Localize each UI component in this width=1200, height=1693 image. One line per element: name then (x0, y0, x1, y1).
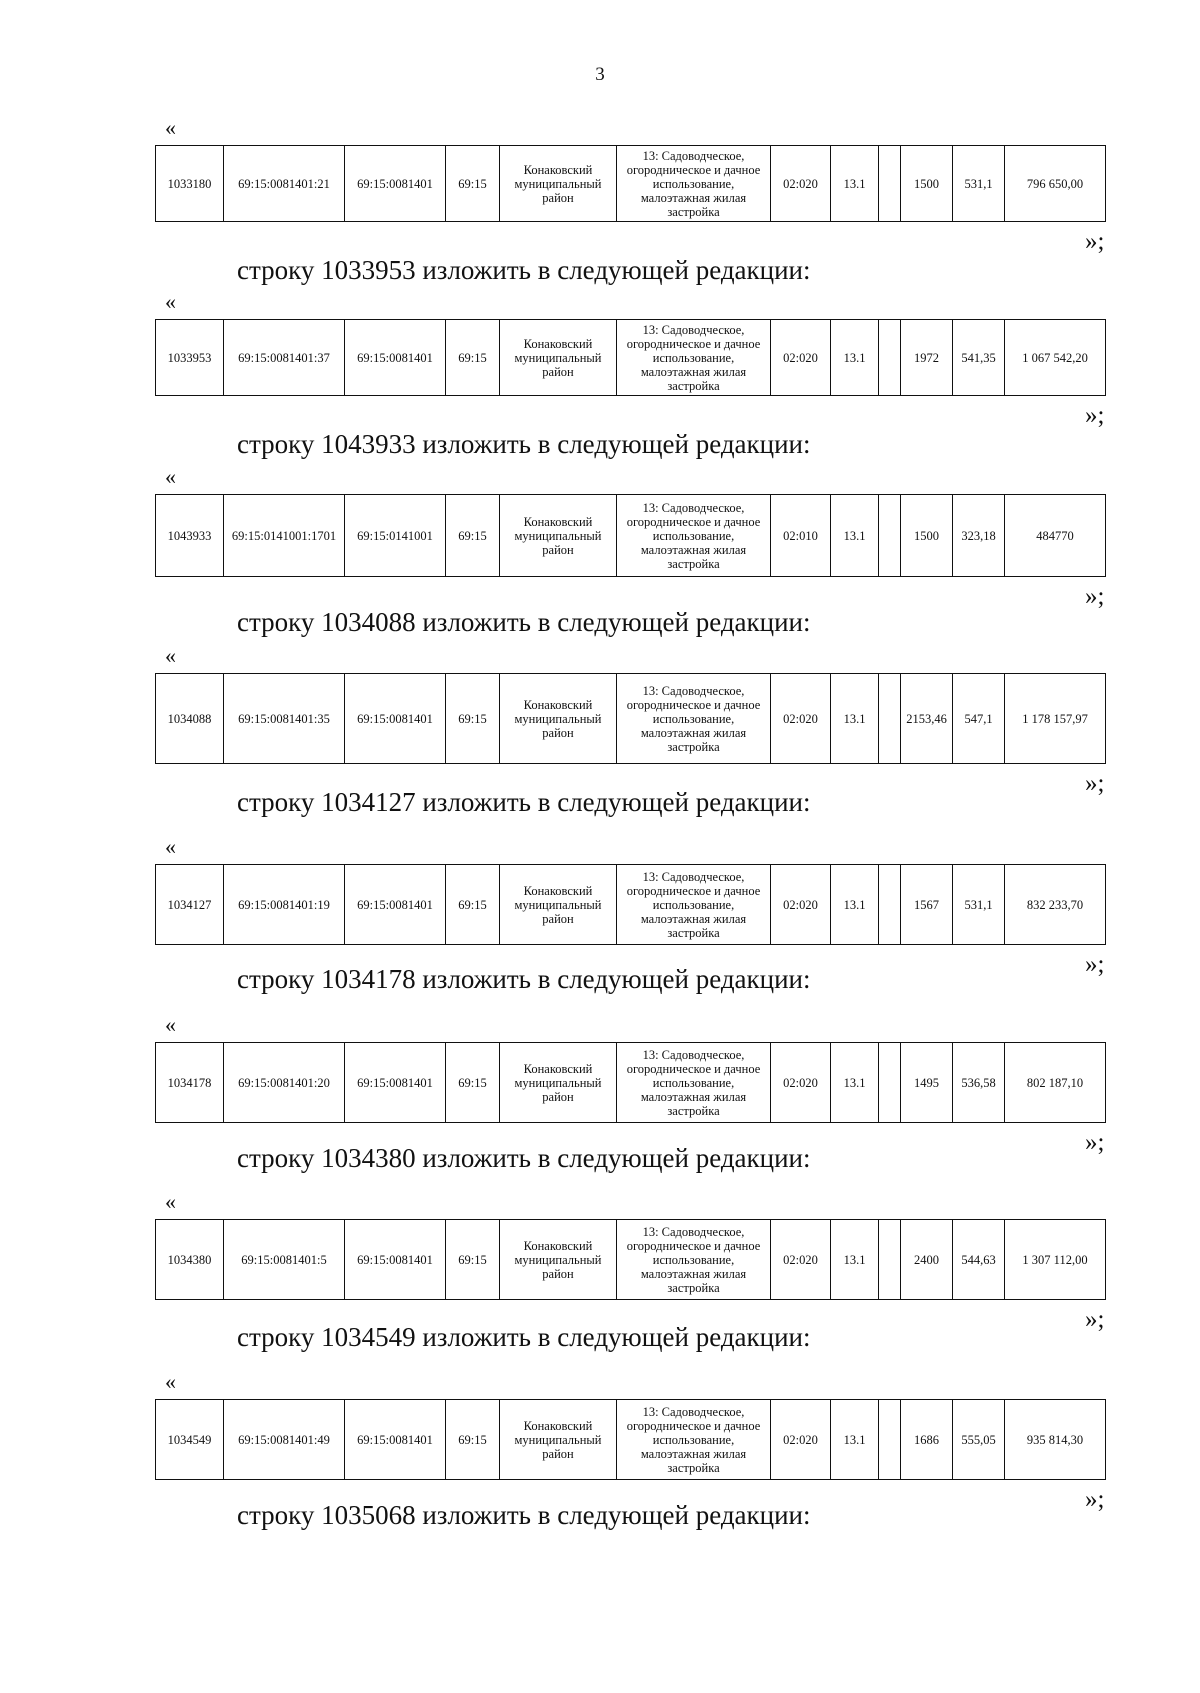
cadastral-value: 796 650,00 (1005, 146, 1106, 222)
specific-value: 544,63 (953, 1220, 1005, 1300)
table-row (156, 1220, 1106, 1300)
district-name: Конаковский муниципальный район (500, 1400, 617, 1480)
register-row-table (155, 1042, 1106, 1123)
cadastral-number: 69:15:0081401:5 (224, 1220, 345, 1300)
specific-value: 555,05 (953, 1400, 1005, 1480)
amendment-heading: строку 1034178 изложить в следующей редакции: (237, 964, 811, 994)
cadastral-quarter: 69:15:0081401 (345, 146, 446, 222)
specific-value: 323,18 (953, 495, 1005, 577)
close-quote: »; (1085, 228, 1105, 255)
group-code: 13.1 (831, 674, 879, 764)
district-code: 69:15 (446, 1400, 500, 1480)
cadastral-value: 832 233,70 (1005, 865, 1106, 945)
empty-cell (879, 495, 901, 577)
specific-value: 531,1 (953, 146, 1005, 222)
zone-code: 02:020 (771, 674, 831, 764)
cadastral-number: 69:15:0141001:1701 (224, 495, 345, 577)
close-quote: »; (1085, 583, 1105, 610)
land-use-purpose: 13: Садоводческое, огородническое и дачное использование, малоэтажная жилая застройка (617, 1043, 771, 1123)
area: 1567 (901, 865, 953, 945)
row-number: 1033953 (156, 320, 224, 396)
amendment-heading: строку 1033953 изложить в следующей редакции: (237, 255, 811, 285)
area: 1500 (901, 146, 953, 222)
cadastral-quarter: 69:15:0081401 (345, 1220, 446, 1300)
land-use-purpose: 13: Садоводческое, огородническое и дачное использование, малоэтажная жилая застройка (617, 495, 771, 577)
close-quote: »; (1085, 402, 1105, 429)
land-use-purpose: 13: Садоводческое, огородническое и дачное использование, малоэтажная жилая застройка (617, 1400, 771, 1480)
group-code: 13.1 (831, 1220, 879, 1300)
open-quote: « (165, 643, 176, 668)
amendment-heading: строку 1034380 изложить в следующей редакции: (237, 1143, 811, 1173)
close-quote: »; (1085, 1129, 1105, 1156)
register-row-table (155, 1399, 1106, 1480)
register-row-table (155, 673, 1106, 764)
cadastral-value: 802 187,10 (1005, 1043, 1106, 1123)
specific-value: 547,1 (953, 674, 1005, 764)
open-quote: « (165, 1369, 176, 1394)
open-quote: « (165, 464, 176, 489)
table-row (156, 320, 1106, 396)
group-code: 13.1 (831, 495, 879, 577)
cadastral-quarter: 69:15:0081401 (345, 1043, 446, 1123)
area: 1686 (901, 1400, 953, 1480)
amendment-heading: строку 1034127 изложить в следующей редакции: (237, 787, 811, 817)
cadastral-quarter: 69:15:0141001 (345, 495, 446, 577)
district-name: Конаковский муниципальный район (500, 1220, 617, 1300)
zone-code: 02:010 (771, 495, 831, 577)
district-code: 69:15 (446, 1043, 500, 1123)
close-quote: »; (1085, 951, 1105, 978)
empty-cell (879, 146, 901, 222)
zone-code: 02:020 (771, 865, 831, 945)
table-row (156, 865, 1106, 945)
group-code: 13.1 (831, 865, 879, 945)
empty-cell (879, 1220, 901, 1300)
group-code: 13.1 (831, 146, 879, 222)
group-code: 13.1 (831, 1400, 879, 1480)
table-row (156, 674, 1106, 764)
empty-cell (879, 1400, 901, 1480)
land-use-purpose: 13: Садоводческое, огородническое и дачное использование, малоэтажная жилая застройка (617, 674, 771, 764)
close-quote: »; (1085, 1306, 1105, 1333)
cadastral-quarter: 69:15:0081401 (345, 320, 446, 396)
register-row-table (155, 1219, 1106, 1300)
empty-cell (879, 320, 901, 396)
open-quote: « (165, 1189, 176, 1214)
open-quote: « (165, 115, 176, 140)
table-row (156, 1043, 1106, 1123)
row-number: 1034178 (156, 1043, 224, 1123)
table-row (156, 1400, 1106, 1480)
cadastral-value: 1 067 542,20 (1005, 320, 1106, 396)
area: 1500 (901, 495, 953, 577)
cadastral-value: 935 814,30 (1005, 1400, 1106, 1480)
district-name: Конаковский муниципальный район (500, 146, 617, 222)
row-number: 1034380 (156, 1220, 224, 1300)
district-code: 69:15 (446, 146, 500, 222)
area: 1972 (901, 320, 953, 396)
specific-value: 531,1 (953, 865, 1005, 945)
district-name: Конаковский муниципальный район (500, 674, 617, 764)
district-name: Конаковский муниципальный район (500, 1043, 617, 1123)
zone-code: 02:020 (771, 320, 831, 396)
zone-code: 02:020 (771, 1400, 831, 1480)
land-use-purpose: 13: Садоводческое, огородническое и дачное использование, малоэтажная жилая застройка (617, 1220, 771, 1300)
group-code: 13.1 (831, 320, 879, 396)
district-code: 69:15 (446, 865, 500, 945)
row-number: 1034127 (156, 865, 224, 945)
register-row-table (155, 494, 1106, 577)
specific-value: 536,58 (953, 1043, 1005, 1123)
amendment-heading: строку 1034549 изложить в следующей редакции: (237, 1322, 811, 1352)
cadastral-number: 69:15:0081401:49 (224, 1400, 345, 1480)
area: 2153,46 (901, 674, 953, 764)
empty-cell (879, 674, 901, 764)
specific-value: 541,35 (953, 320, 1005, 396)
zone-code: 02:020 (771, 146, 831, 222)
district-code: 69:15 (446, 495, 500, 577)
cadastral-value: 1 307 112,00 (1005, 1220, 1106, 1300)
register-row-table (155, 319, 1106, 396)
district-name: Конаковский муниципальный район (500, 865, 617, 945)
page-number: 3 (595, 64, 605, 85)
close-quote: »; (1085, 1486, 1105, 1513)
row-number: 1034088 (156, 674, 224, 764)
land-use-purpose: 13: Садоводческое, огородническое и дачное использование, малоэтажная жилая застройка (617, 146, 771, 222)
zone-code: 02:020 (771, 1220, 831, 1300)
open-quote: « (165, 289, 176, 314)
table-row (156, 495, 1106, 577)
empty-cell (879, 1043, 901, 1123)
district-code: 69:15 (446, 674, 500, 764)
cadastral-number: 69:15:0081401:19 (224, 865, 345, 945)
open-quote: « (165, 834, 176, 859)
amendment-heading: строку 1034088 изложить в следующей редакции: (237, 607, 811, 637)
cadastral-quarter: 69:15:0081401 (345, 674, 446, 764)
open-quote: « (165, 1012, 176, 1037)
cadastral-number: 69:15:0081401:37 (224, 320, 345, 396)
cadastral-quarter: 69:15:0081401 (345, 1400, 446, 1480)
cadastral-value: 1 178 157,97 (1005, 674, 1106, 764)
cadastral-value: 484770 (1005, 495, 1106, 577)
empty-cell (879, 865, 901, 945)
close-quote: »; (1085, 770, 1105, 797)
row-number: 1034549 (156, 1400, 224, 1480)
district-code: 69:15 (446, 320, 500, 396)
group-code: 13.1 (831, 1043, 879, 1123)
row-number: 1043933 (156, 495, 224, 577)
cadastral-number: 69:15:0081401:21 (224, 146, 345, 222)
register-row-table (155, 145, 1106, 222)
land-use-purpose: 13: Садоводческое, огородническое и дачное использование, малоэтажная жилая застройка (617, 865, 771, 945)
register-row-table (155, 864, 1106, 945)
cadastral-quarter: 69:15:0081401 (345, 865, 446, 945)
cadastral-number: 69:15:0081401:35 (224, 674, 345, 764)
table-row (156, 146, 1106, 222)
amendment-heading: строку 1043933 изложить в следующей редакции: (237, 429, 811, 459)
row-number: 1033180 (156, 146, 224, 222)
district-code: 69:15 (446, 1220, 500, 1300)
cadastral-number: 69:15:0081401:20 (224, 1043, 345, 1123)
district-name: Конаковский муниципальный район (500, 320, 617, 396)
area: 2400 (901, 1220, 953, 1300)
zone-code: 02:020 (771, 1043, 831, 1123)
amendment-heading-final: строку 1035068 изложить в следующей редакции: (237, 1500, 811, 1530)
land-use-purpose: 13: Садоводческое, огородническое и дачное использование, малоэтажная жилая застройка (617, 320, 771, 396)
district-name: Конаковский муниципальный район (500, 495, 617, 577)
area: 1495 (901, 1043, 953, 1123)
